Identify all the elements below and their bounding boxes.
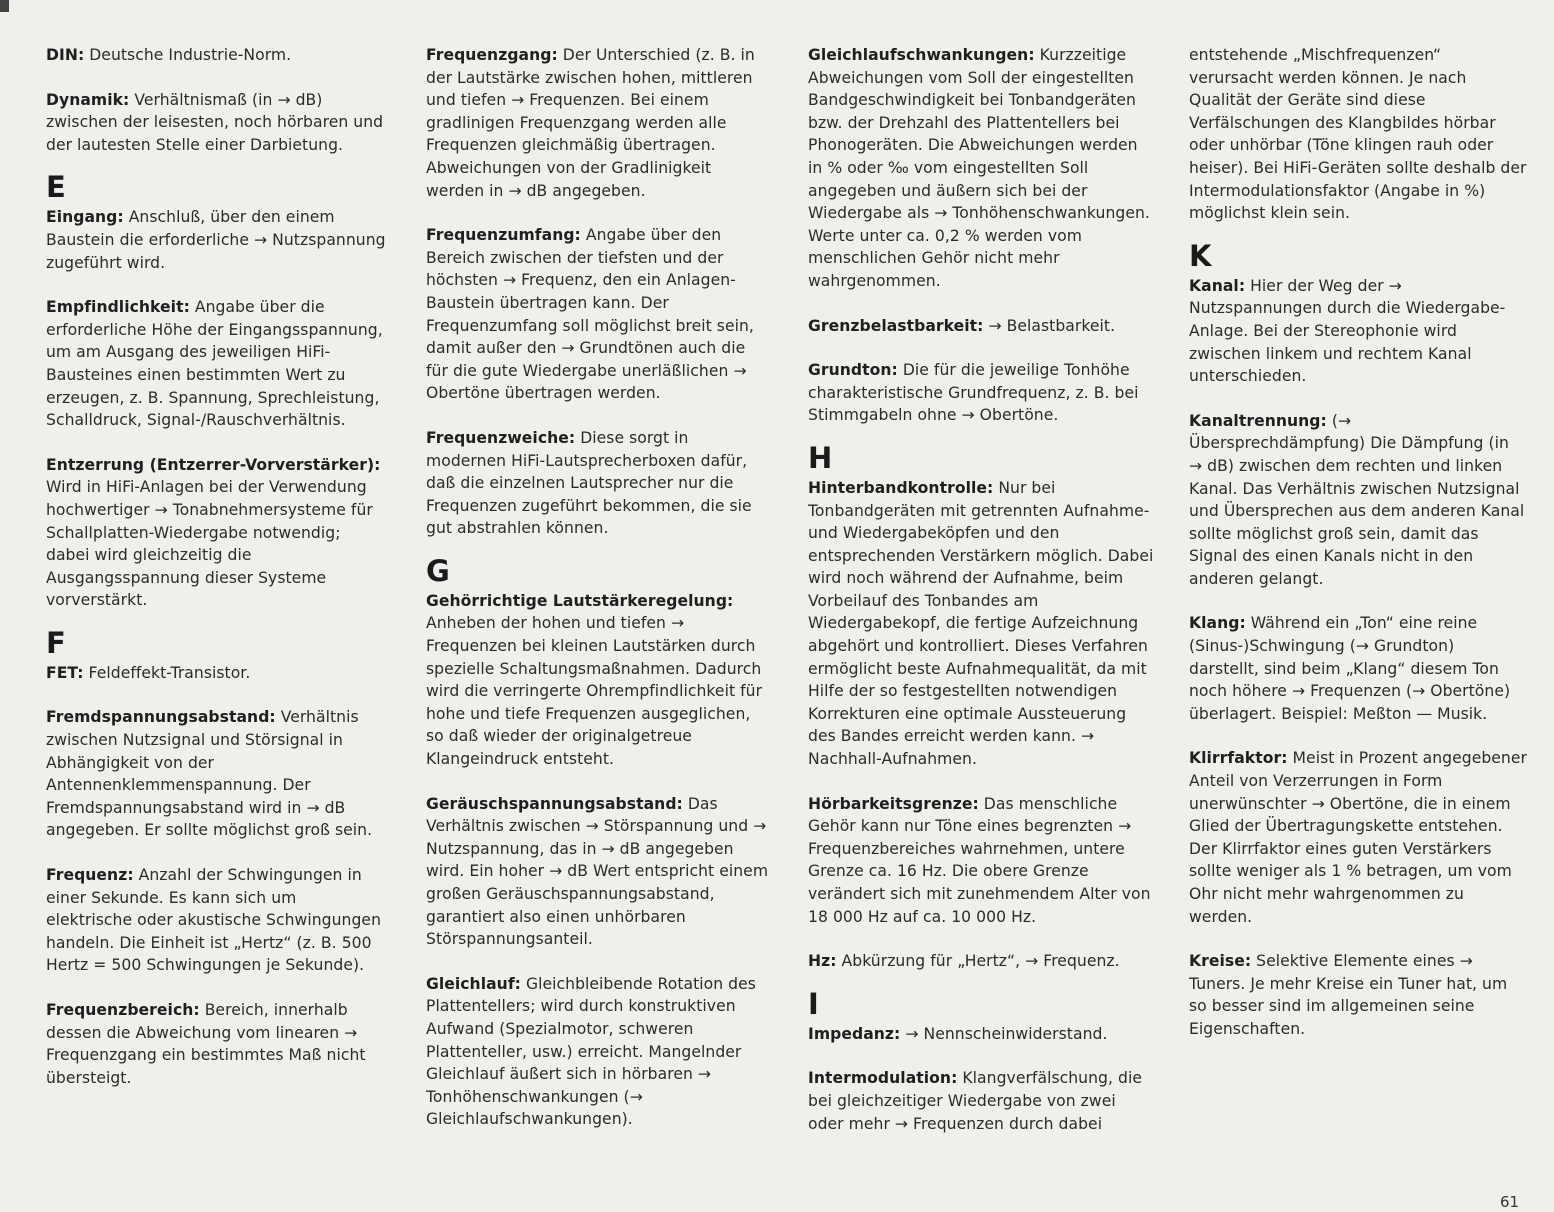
entry-term: Hörbarkeitsgrenze: bbox=[808, 794, 979, 813]
glossary-entry bbox=[426, 44, 770, 202]
glossary-entry bbox=[1189, 612, 1527, 725]
glossary-entry bbox=[46, 999, 386, 1089]
entry-term: Geräuschspannungsabstand: bbox=[426, 794, 683, 813]
entry-definition: Während ein „Ton“ eine reine (Sinus-)Schwingung (→ Grundton) darstellt, sind beim „Klang“ diesem Ton noch höhere → Frequenzen (→ Obertöne) überlagert. Beispiel: Meßton — Musik. bbox=[1189, 614, 1511, 723]
entry-definition: Die für die jeweilige Tonhöhe charakteristische Grundfrequenz, z. B. bei Stimmgabeln ohne → Obertöne. bbox=[808, 361, 1139, 425]
entry-term: DIN: bbox=[46, 46, 85, 64]
entry-definition: Das Verhältnis zwischen → Störspannung und → Nutzspannung, das in → dB angegeben wird. Ein hoher → dB Wert entspricht einem großen Geräuschspannungsabstand, garantiert also einen unhörbaren Störspannungsanteil. bbox=[426, 794, 769, 949]
entry-definition: Diese sorgt in modernen HiFi-Lautsprecherboxen dafür, daß die einzelnen Lautsprecher nur die Frequenzen zugeführt bekommen, die sie gut abstrahlen können. bbox=[426, 428, 752, 538]
entry-definition: Feldeffekt-Transistor. bbox=[88, 663, 251, 682]
entry-term: Frequenz: bbox=[46, 866, 134, 885]
entry-definition: Anzahl der Schwingungen in einer Sekunde. Es kann sich um elektrische oder akustische Schwingungen handeln. Die Einheit ist „Hertz“ (z. B. 500 Hertz = 500 Schwingungen je Sekunde). bbox=[46, 866, 381, 975]
entry-definition: Selektive Elemente eines → Tuners. Je mehr Kreise ein Tuner hat, um so besser sind im allgemeinen seine Eigenschaften. bbox=[1189, 952, 1508, 1038]
column-4 bbox=[1189, 44, 1527, 1063]
entry-term: Impedanz: bbox=[808, 1024, 901, 1043]
entry-definition: Verhältnis zwischen Nutzsignal und Störsignal in Abhängigkeit von der Antennenklemmenspannung. Der Fremdspannungsabstand wird in → dB angegeben. Er sollte möglichst groß sein. bbox=[46, 708, 373, 840]
entry-term: Frequenzgang: bbox=[426, 46, 558, 64]
page-number: 61 bbox=[1500, 1193, 1520, 1211]
entry-definition: Bereich, innerhalb dessen die Abweichung vom linearen → Frequenzgang ein bestimmtes Maß nicht übersteigt. bbox=[46, 1001, 366, 1087]
section-letter-i: I bbox=[808, 986, 819, 1021]
glossary-entry bbox=[808, 315, 1156, 338]
entry-term: Intermodulation: bbox=[808, 1069, 958, 1088]
entry-term: Entzerrung (Entzerrer-Vorverstärker): bbox=[46, 455, 381, 474]
entry-term: Frequenzweiche: bbox=[426, 428, 576, 447]
glossary-entry bbox=[46, 89, 386, 157]
glossary-entry bbox=[46, 44, 386, 67]
section-letter-g: G bbox=[426, 553, 450, 588]
entry-term: Frequenzumfang: bbox=[426, 226, 581, 245]
entry-term: Grenzbelastbarkeit: bbox=[808, 316, 984, 335]
entry-definition: Deutsche Industrie-Norm. bbox=[89, 46, 292, 64]
glossary-entry bbox=[426, 793, 770, 951]
entry-term: Kanal: bbox=[1189, 276, 1246, 295]
entry-definition: Gleichbleibende Rotation des Plattentellers; wird durch konstruktiven Aufwand (Spezialmotor, schweren Plattenteller, usw.) erreicht. Mangelnder Gleichlauf äußert sich in hörbaren → Tonhöhenschwankungen (→ Gleichlaufschwankungen). bbox=[426, 974, 756, 1129]
entry-definition: Klangverfälschung, die bei gleichzeitiger Wiedergabe von zwei oder mehr → Frequenzen durch dabei bbox=[808, 1069, 1142, 1133]
section-letter-f: F bbox=[46, 625, 66, 660]
entry-definition: Hier der Weg der → Nutzspannungen durch die Wiedergabe-Anlage. Bei der Stereophonie wird zwischen linkem und rechtem Kanal unterschieden. bbox=[1189, 276, 1506, 386]
entry-term: Dynamik: bbox=[46, 90, 130, 109]
entry-definition: Verhältnismaß (in → dB) zwischen der leisesten, noch hörbaren und der lautesten Stelle einer Darbietung. bbox=[46, 90, 384, 154]
entry-term: Kanaltrennung: bbox=[1189, 411, 1327, 430]
entry-term: Fremdspannungsabstand: bbox=[46, 708, 276, 727]
glossary-entry bbox=[808, 477, 1156, 771]
entry-definition: Wird in HiFi-Anlagen bei der Verwendung hochwertiger → Tonabnehmersysteme für Schallplatten-Wiedergabe notwendig; dabei wird gleichzeitig die Ausgangsspannung dieser Systeme vorverstärkt. bbox=[46, 478, 373, 610]
glossary-entry bbox=[1189, 410, 1527, 591]
entry-term: Klang: bbox=[1189, 614, 1246, 633]
column-1 bbox=[46, 44, 386, 1111]
entry-term: Grundton: bbox=[808, 361, 898, 380]
section-letter-k: K bbox=[1189, 238, 1212, 273]
glossary-entry bbox=[1189, 747, 1527, 928]
entry-definition: Nur bei Tonbandgeräten mit getrennten Aufnahme- und Wiedergabeköpfen und den entsprechenden Verstärkern möglich. Dabei wird noch während der Aufnahme, beim Vorbeilauf des Tonbandes am Wiedergabekopf, die fertige Aufzeichnung abgehört und kontrolliert. Dieses Verfahren ermöglicht beste Aufnahmequalität, da mit Hilfe der so festgestellten notwendigen Korrekturen eine optimale Aussteuerung des Bandes erreicht werden kann. → Nachhall-Aufnahmen. bbox=[808, 478, 1154, 769]
entry-term: FET: bbox=[46, 663, 84, 682]
column-3 bbox=[808, 44, 1156, 1157]
glossary-entry bbox=[808, 1067, 1156, 1135]
glossary-entry bbox=[46, 662, 386, 685]
glossary-entry bbox=[46, 454, 386, 612]
glossary-entry bbox=[46, 706, 386, 842]
entry-term: Hinterbandkontrolle: bbox=[808, 478, 994, 497]
entry-definition: Meist in Prozent angegebener Anteil von Verzerrungen in Form unerwünschter → Obertöne, die in einem Glied der Übertragungskette entstehen. Der Klirrfaktor eines guten Verstärkers sollte weniger als 1 % betragen, um vom Ohr nicht mehr wahrgenommen zu werden. bbox=[1189, 749, 1527, 926]
entry-definition: → Nennscheinwiderstand. bbox=[905, 1024, 1108, 1043]
glossary-entry bbox=[426, 224, 770, 405]
entry-term: Klirrfaktor: bbox=[1189, 749, 1288, 768]
entry-term: Hz: bbox=[808, 952, 837, 971]
section-letter-e: E bbox=[46, 170, 66, 205]
section-letter-h: H bbox=[808, 440, 833, 475]
entry-definition: Kurzzeitige Abweichungen vom Soll der eingestellten Bandgeschwindigkeit bei Tonbandgeräten bzw. der Drehzahl des Plattentellers bei Phonogeräten. Die Abweichungen werden in % oder ‰ vom eingestellten Soll angegeben und äußern sich bei der Wiedergabe als → Tonhöhenschwankungen. Werte unter ca. 0,2 % werden vom menschlichen Gehör nicht mehr wahrgenommen. bbox=[808, 46, 1150, 290]
entry-definition: entstehende „Mischfrequenzen“ verursacht werden können. Je nach Qualität der Geräte sind diese Verfälschungen des Klangbildes hörbar oder unhörbar (Töne klingen rauh oder heiser). Bei HiFi-Geräten sollte deshalb der Intermodulationsfaktor (Angabe in %) möglichst klein sein. bbox=[1189, 46, 1527, 223]
entry-definition: Angabe über den Bereich zwischen der tiefsten und der höchsten → Frequenz, den ein Anlagen-Baustein übertragen kann. Der Frequenzumfang soll möglichst breit sein, damit außer den → Grundtönen auch die für die gute Wiedergabe unerläßlichen → Obertöne übertragen werden. bbox=[426, 226, 754, 403]
entry-definition: Das menschliche Gehör kann nur Töne eines begrenzten → Frequenzbereiches wahrnehmen, untere Grenze ca. 16 Hz. Die obere Grenze verändert sich mit zunehmendem Alter von 18 000 Hz auf ca. 10 000 Hz. bbox=[808, 794, 1151, 926]
entry-term: Gehörrichtige Lautstärkeregelung: bbox=[426, 591, 734, 610]
entry-definition: Anheben der hohen und tiefen → Frequenzen bei kleinen Lautstärken durch spezielle Schaltungsmaßnahmen. Dadurch wird die verringerte Ohrempfindlichkeit für hohe und tiefe Frequenzen ausgeglichen, so daß wieder der originalgetreue Klangeindruck entsteht. bbox=[426, 614, 763, 769]
entry-term: Eingang: bbox=[46, 208, 124, 227]
entry-definition: Anschluß, über den einem Baustein die erforderliche → Nutzspannung zugeführt wird. bbox=[46, 208, 386, 272]
entry-term: Gleichlauf: bbox=[426, 974, 521, 993]
page-edge-mark bbox=[0, 0, 9, 12]
glossary-entry bbox=[808, 359, 1156, 427]
glossary-entry bbox=[808, 1023, 1156, 1046]
entry-definition: (→ Übersprechdämpfung) Die Dämpfung (in → dB) zwischen dem rechten und linken Kanal. Das Verhältnis zwischen Nutzsignal und Übersprechen aus dem anderen Kanal sollte möglichst groß sein, damit das Signal des einen Kanals nicht in den anderen gelangt. bbox=[1189, 411, 1525, 588]
entry-term: Frequenzbereich: bbox=[46, 1001, 200, 1019]
glossary-entry bbox=[808, 44, 1156, 293]
glossary-entry bbox=[1189, 275, 1527, 388]
glossary-entry bbox=[808, 950, 1156, 973]
glossary-entry bbox=[46, 296, 386, 432]
glossary-entry bbox=[1189, 950, 1527, 1040]
entry-term: Kreise: bbox=[1189, 952, 1252, 971]
glossary-entry bbox=[1189, 44, 1527, 225]
entry-term: Empfindlichkeit: bbox=[46, 298, 190, 317]
glossary-entry bbox=[426, 590, 770, 771]
glossary-entry bbox=[426, 427, 770, 540]
entry-definition: Angabe über die erforderliche Höhe der Eingangsspannung, um am Ausgang des jeweiligen HiFi-Bausteines einen bestimmten Wert zu erzeugen, z. B. Spannung, Sprechleistung, Schalldruck, Signal-/Rauschverhältnis. bbox=[46, 298, 383, 430]
entry-definition: Abkürzung für „Hertz“, → Frequenz. bbox=[841, 952, 1120, 971]
glossary-entry bbox=[46, 864, 386, 977]
column-2 bbox=[426, 44, 770, 1153]
entry-term: Gleichlaufschwankungen: bbox=[808, 46, 1035, 64]
glossary-entry bbox=[46, 206, 386, 274]
glossary-entry bbox=[426, 973, 770, 1131]
entry-definition: Der Unterschied (z. B. in der Lautstärke zwischen hohen, mittleren und tiefen → Frequenzen. Bei einem gradlinigen Frequenzgang werden alle Frequenzen gleichmäßig übertragen. Abweichungen von der Gradlinigkeit werden in → dB angegeben. bbox=[426, 46, 755, 200]
glossary-entry bbox=[808, 793, 1156, 929]
entry-definition: → Belastbarkeit. bbox=[988, 316, 1116, 335]
